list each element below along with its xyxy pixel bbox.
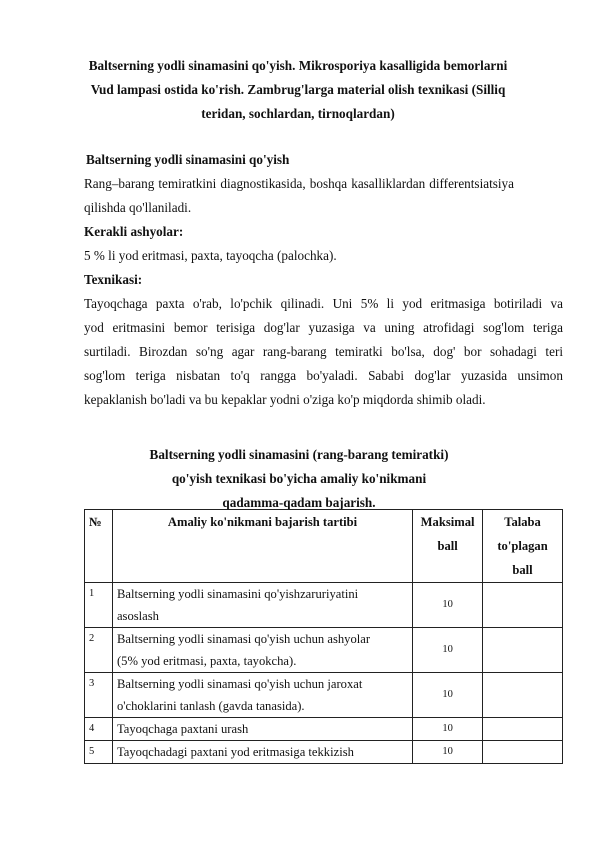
row-action-line: Baltserning yodli sinamasi qo'yish uchun jaroxat [116,677,363,691]
intro-line: Rang–barang temiratkini diagnostikasida, boshqa kasalliklardan differentsiatsiya [84,176,514,191]
table-title-line: qo'yish texnikasi bo'yicha amaliy ko'nikmani [171,471,427,486]
materials-heading: Kerakli ashyolar: [84,224,184,239]
row-max: 10 [413,628,483,673]
row-max: 10 [413,673,483,718]
row-action [112,583,412,628]
row-action-line: (5% yod eritmasi, paxta, tayokcha). [116,654,297,668]
section-heading: Baltserning yodli sinamasini qo'yish [86,152,290,167]
row-action-line: o'choklarini tanlash (gavda tanasida). [116,699,305,713]
skills-table [84,509,563,764]
table-header-row [85,510,563,583]
technique-paragraph [84,292,563,412]
technique-line: surtiladi. Birozdan so'ng agar rang-barang temiratki bo'lsa, dog' bor sohadagi teri [84,344,563,359]
row-action-line: Baltserning yodli sinamasi qo'yish uchun ashyolar [116,632,371,646]
row-num: 5 [85,741,113,764]
table-title-line: qadamma-qadam bajarish. [222,495,376,510]
header-student-line: to'plagan [497,539,548,553]
row-student[interactable] [483,718,563,741]
table-row [85,583,563,628]
document-title [80,54,516,126]
header-student [483,510,563,583]
header-student-line: ball [512,563,533,577]
intro-line: qilishda qo'llaniladi. [84,200,192,215]
row-max: 10 [413,741,483,764]
technique-heading: Texnikasi: [84,272,143,287]
technique-line: yod eritmasini bemor terisiga dog'lar yuzasiga va uning atrofidagi sog'lom teriga [84,320,563,335]
row-student[interactable] [483,628,563,673]
title-line: Vud lampasi ostida ko'rish. Zambrug'larga material olish texnikasi (Silliq [90,82,506,97]
row-action-line: Tayoqchaga paxtani urash [116,722,249,736]
row-num: 3 [85,673,113,718]
row-num: 1 [85,583,113,628]
row-action [112,741,412,764]
row-student[interactable] [483,673,563,718]
row-action [112,718,412,741]
table-title-line: Baltserning yodli sinamasini (rang-barang temiratki) [149,447,449,462]
row-num: 4 [85,718,113,741]
table-row [85,741,563,764]
row-action [112,628,412,673]
technique-line: sog'lom teriga nisbatan to'q rangga bo'yaladi. Sababi dog'lar yuzasida unsimon [84,368,563,383]
header-num: № [85,510,113,583]
row-max: 10 [413,718,483,741]
row-num: 2 [85,628,113,673]
row-action-line: Tayoqchadagi paxtani yod eritmasiga tekkizish [116,745,354,759]
title-line: Baltserning yodli sinamasini qo'yish. Mikrosporiya kasalligida bemorlarni [88,58,508,73]
technique-line: kepaklanish bo'ladi va bu kepaklar yodni o'ziga ko'p miqdorda shimib oladi. [84,392,486,407]
row-student[interactable] [483,583,563,628]
technique-line: Tayoqchaga paxta o'rab, lo'pchik qilinadi. Uni 5% li yod eritmasiga botiriladi va [84,296,563,311]
header-max [413,510,483,583]
table-title [84,443,514,515]
row-action-line: asoslash [116,609,159,623]
header-max-line: ball [437,539,458,553]
table-row [85,628,563,673]
row-student[interactable] [483,741,563,764]
header-student-line: Talaba [504,515,541,529]
row-max: 10 [413,583,483,628]
header-max-line: Maksimal [420,515,475,529]
materials-text: 5 % li yod eritmasi, paxta, tayoqcha (palochka). [84,248,337,263]
intro-paragraph [84,172,514,220]
table-row [85,673,563,718]
row-action-line: Baltserning yodli sinamasini qo'yishzaruriyatini [116,587,359,601]
row-action [112,673,412,718]
header-action: Amaliy ko'nikmani bajarish tartibi [112,510,412,583]
table-row [85,718,563,741]
title-line: teridan, sochlardan, tirnoqlardan) [201,106,395,121]
